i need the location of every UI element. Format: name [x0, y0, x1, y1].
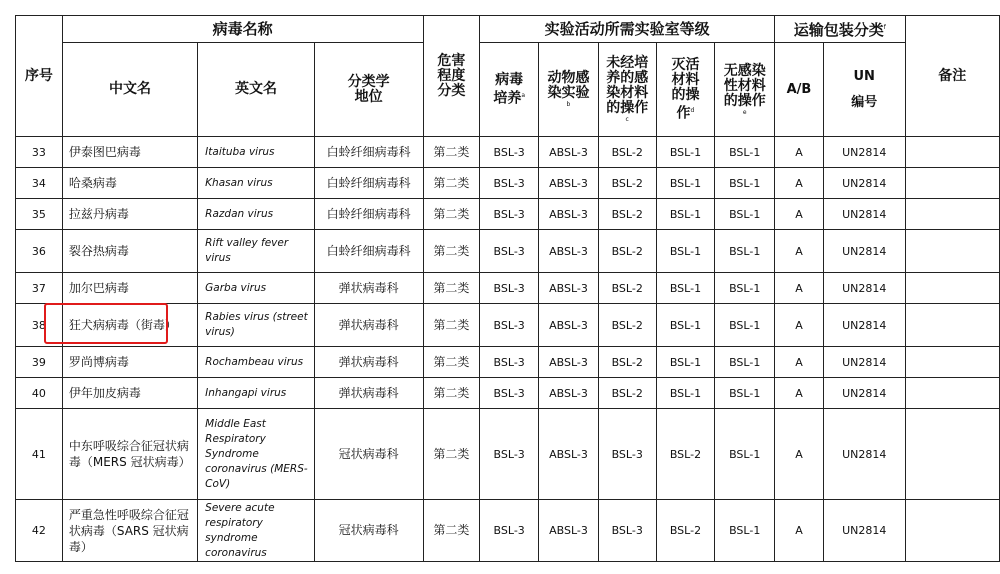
row-no: 37	[16, 273, 63, 304]
table-row	[16, 273, 1000, 304]
row-inactivated: BSL-2	[656, 500, 715, 562]
row-animal: ABSL-3	[539, 199, 599, 230]
row-family: 白蛉纤细病毒科	[314, 168, 423, 199]
row-cn-name: 伊年加皮病毒	[62, 378, 197, 409]
row-un: UN2814	[823, 168, 905, 199]
row-ab: A	[775, 168, 824, 199]
row-ab: A	[775, 409, 824, 500]
table-row	[16, 168, 1000, 199]
row-cn-name: 罗尚博病毒	[62, 347, 197, 378]
row-ab: A	[775, 347, 824, 378]
row-noninfectious: BSL-1	[715, 500, 775, 562]
row-category: 第二类	[423, 409, 480, 500]
row-ab: A	[775, 273, 824, 304]
row-uncultured: BSL-2	[598, 137, 656, 168]
row-inactivated: BSL-1	[656, 168, 715, 199]
row-no: 41	[16, 409, 63, 500]
row-un: UN2814	[823, 137, 905, 168]
row-noninfectious: BSL-1	[715, 137, 775, 168]
row-en-name: Garba virus	[198, 273, 315, 304]
transport-label: 运输包装分类	[793, 21, 884, 39]
row-inactivated: BSL-1	[656, 137, 715, 168]
row-cn-name: 加尔巴病毒	[62, 273, 197, 304]
row-culture: BSL-3	[480, 273, 539, 304]
culture-footnote: a	[521, 91, 526, 99]
row-family: 白蛉纤细病毒科	[314, 199, 423, 230]
row-culture: BSL-3	[480, 168, 539, 199]
header-animal	[539, 43, 599, 137]
row-culture: BSL-3	[480, 378, 539, 409]
row-un: UN2814	[823, 347, 905, 378]
row-inactivated: BSL-1	[656, 304, 715, 347]
row-no: 42	[16, 500, 63, 562]
row-note	[905, 230, 999, 273]
row-inactivated: BSL-1	[656, 199, 715, 230]
noninfectious-label: 无感染性材料的操作	[723, 62, 766, 109]
row-note	[905, 347, 999, 378]
row-en-name: Inhangapi virus	[198, 378, 315, 409]
row-en-name: Khasan virus	[198, 168, 315, 199]
row-inactivated: BSL-1	[656, 230, 715, 273]
un-label: UN	[853, 68, 875, 84]
row-noninfectious: BSL-1	[715, 304, 775, 347]
row-no: 33	[16, 137, 63, 168]
row-inactivated: BSL-2	[656, 409, 715, 500]
row-uncultured: BSL-2	[598, 199, 656, 230]
row-category: 第二类	[423, 273, 480, 304]
row-inactivated: BSL-1	[656, 347, 715, 378]
row-animal: ABSL-3	[539, 230, 599, 273]
row-animal: ABSL-3	[539, 409, 599, 500]
row-family: 弹状病毒科	[314, 273, 423, 304]
row-animal: ABSL-3	[539, 347, 599, 378]
row-cn-name: 严重急性呼吸综合征冠状病毒（SARS 冠状病毒）	[62, 500, 197, 562]
uncultured-footnote: c	[625, 116, 629, 123]
header-cn-name: 中文名	[62, 43, 197, 137]
row-cn-name: 哈桑病毒	[62, 168, 197, 199]
inactivated-footnote: d	[690, 106, 695, 114]
row-category: 第二类	[423, 137, 480, 168]
row-no: 40	[16, 378, 63, 409]
row-noninfectious: BSL-1	[715, 230, 775, 273]
table-row	[16, 500, 1000, 562]
row-culture: BSL-3	[480, 199, 539, 230]
row-category: 第二类	[423, 304, 480, 347]
row-family: 弹状病毒科	[314, 347, 423, 378]
header-seq: 序号	[16, 16, 63, 137]
row-en-name: Rochambeau virus	[198, 347, 315, 378]
header-taxonomy: 分类学地位	[314, 43, 423, 137]
row-un: UN2814	[823, 199, 905, 230]
row-cn-name: 伊泰图巴病毒	[62, 137, 197, 168]
row-note	[905, 304, 999, 347]
header-culture	[480, 43, 539, 137]
row-noninfectious: BSL-1	[715, 199, 775, 230]
row-cn-name: 中东呼吸综合征冠状病毒（MERS 冠状病毒）	[62, 409, 197, 500]
table-row	[16, 347, 1000, 378]
row-ab: A	[775, 137, 824, 168]
animal-footnote: b	[566, 101, 571, 108]
row-culture: BSL-3	[480, 230, 539, 273]
row-note	[905, 273, 999, 304]
row-un: UN2814	[823, 230, 905, 273]
row-note	[905, 168, 999, 199]
row-animal: ABSL-3	[539, 378, 599, 409]
row-ab: A	[775, 199, 824, 230]
row-note	[905, 137, 999, 168]
table-row	[16, 378, 1000, 409]
row-un: UN2814	[823, 273, 905, 304]
row-category: 第二类	[423, 378, 480, 409]
row-en-name: Severe acute respiratory syndrome coronavirus	[198, 500, 315, 562]
row-en-name: Itaituba virus	[198, 137, 315, 168]
row-no: 35	[16, 199, 63, 230]
header-lab-level: 实验活动所需实验室等级	[480, 16, 775, 43]
row-animal: ABSL-3	[539, 273, 599, 304]
row-uncultured: BSL-2	[598, 168, 656, 199]
row-cn-name: 裂谷热病毒	[62, 230, 197, 273]
row-family: 白蛉纤细病毒科	[314, 230, 423, 273]
row-note	[905, 378, 999, 409]
header-uncultured	[598, 43, 656, 137]
row-cn-name: 拉兹丹病毒	[62, 199, 197, 230]
row-family: 冠状病毒科	[314, 500, 423, 562]
row-en-name: Rabies virus (street virus)	[198, 304, 315, 347]
row-uncultured: BSL-2	[598, 304, 656, 347]
culture-label: 病毒培养	[493, 71, 524, 107]
row-no: 39	[16, 347, 63, 378]
row-ab: A	[775, 378, 824, 409]
row-family: 冠状病毒科	[314, 409, 423, 500]
un-number-label: 编号	[851, 94, 878, 110]
animal-label: 动物感染实验	[547, 70, 590, 101]
row-culture: BSL-3	[480, 304, 539, 347]
row-uncultured: BSL-2	[598, 378, 656, 409]
row-uncultured: BSL-2	[598, 273, 656, 304]
row-culture: BSL-3	[480, 347, 539, 378]
row-cn-name: 狂犬病病毒（街毒）	[62, 304, 197, 347]
row-noninfectious: BSL-1	[715, 347, 775, 378]
row-un: UN2814	[823, 409, 905, 500]
row-family: 白蛉纤细病毒科	[314, 137, 423, 168]
row-note	[905, 199, 999, 230]
header-virus-name: 病毒名称	[62, 16, 423, 43]
row-inactivated: BSL-1	[656, 273, 715, 304]
row-category: 第二类	[423, 199, 480, 230]
row-category: 第二类	[423, 230, 480, 273]
header-en-name: 英文名	[198, 43, 315, 137]
table-row	[16, 409, 1000, 500]
row-en-name: Rift valley fever virus	[198, 230, 315, 273]
row-culture: BSL-3	[480, 137, 539, 168]
row-en-name: Middle East Respiratory Syndrome coronavirus (MERS-CoV)	[198, 409, 315, 500]
row-en-name: Razdan virus	[198, 199, 315, 230]
header-inactivated	[656, 43, 715, 137]
header-hazard-level: 危害程度分类	[423, 16, 480, 137]
header-remarks: 备注	[905, 16, 999, 137]
row-inactivated: BSL-1	[656, 378, 715, 409]
row-uncultured: BSL-3	[598, 500, 656, 562]
row-ab: A	[775, 304, 824, 347]
virus-table	[15, 15, 1000, 562]
row-un: UN2814	[823, 378, 905, 409]
row-category: 第二类	[423, 168, 480, 199]
table-row	[16, 230, 1000, 273]
table-row	[16, 199, 1000, 230]
table-row	[16, 304, 1000, 347]
row-uncultured: BSL-2	[598, 347, 656, 378]
row-animal: ABSL-3	[539, 304, 599, 347]
transport-footnote: f	[883, 24, 886, 31]
row-culture: BSL-3	[480, 500, 539, 562]
header-noninfectious	[715, 43, 775, 137]
row-no: 34	[16, 168, 63, 199]
row-uncultured: BSL-3	[598, 409, 656, 500]
row-un: UN2814	[823, 500, 905, 562]
row-culture: BSL-3	[480, 409, 539, 500]
row-family: 弹状病毒科	[314, 378, 423, 409]
row-note	[905, 500, 999, 562]
row-family: 弹状病毒科	[314, 304, 423, 347]
row-no: 36	[16, 230, 63, 273]
inactivated-label: 灭活材料的操作	[671, 56, 700, 122]
row-noninfectious: BSL-1	[715, 273, 775, 304]
header-un	[823, 43, 905, 137]
uncultured-label: 未经培养的感染材料的操作	[606, 55, 649, 116]
row-un: UN2814	[823, 304, 905, 347]
row-ab: A	[775, 230, 824, 273]
noninfectious-footnote: e	[742, 108, 747, 116]
row-category: 第二类	[423, 500, 480, 562]
row-animal: ABSL-3	[539, 500, 599, 562]
row-noninfectious: BSL-1	[715, 168, 775, 199]
row-animal: ABSL-3	[539, 168, 599, 199]
row-animal: ABSL-3	[539, 137, 599, 168]
table-row	[16, 137, 1000, 168]
header-transport	[775, 16, 905, 43]
row-note	[905, 409, 999, 500]
row-noninfectious: BSL-1	[715, 409, 775, 500]
row-category: 第二类	[423, 347, 480, 378]
row-uncultured: BSL-2	[598, 230, 656, 273]
header-ab: A/B	[775, 43, 824, 137]
row-no: 38	[16, 304, 63, 347]
row-ab: A	[775, 500, 824, 562]
row-noninfectious: BSL-1	[715, 378, 775, 409]
